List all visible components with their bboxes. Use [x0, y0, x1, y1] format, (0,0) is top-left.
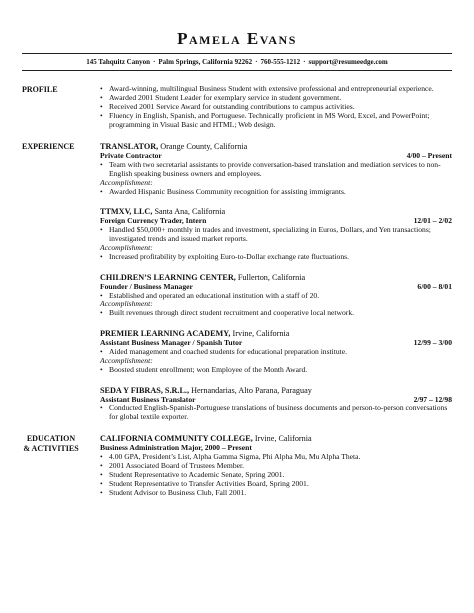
list-item: • Built revenues through direct student recruitment and cooperative local network.	[100, 309, 452, 318]
job-location: Fullerton, California	[235, 272, 306, 282]
contact-city: Palm Springs, California 92262	[158, 58, 253, 66]
list-item: • Awarded Hispanic Business Community recognition for assisting immigrants.	[100, 188, 452, 197]
header-divider-top	[22, 53, 452, 54]
list-item: • Team with two secretarial assistants to provide conversation-based translation and mediation services to non-English speaking business owners and employees.	[100, 161, 452, 179]
job-location: Santa Ana, California	[152, 207, 226, 217]
job-entry	[100, 273, 452, 318]
job-duties	[100, 161, 452, 179]
list-item: • Student Advisor to Business Club, Fall 2001.	[100, 489, 452, 498]
list-item: • Aided management and coached students for educational preparation institute.	[100, 348, 452, 357]
job-entry	[100, 386, 452, 423]
job-dates: 12/01 – 2/02	[413, 216, 452, 226]
job-company: TRANSLATOR,	[100, 142, 159, 152]
list-item: • Student Representative to Academic Senate, Spring 2001.	[100, 471, 452, 480]
accomplishment-label: Accomplishment:	[100, 177, 153, 187]
job-duties	[100, 292, 452, 301]
section-label-education	[16, 434, 86, 453]
contact-email: support@resumeedge.com	[308, 58, 388, 66]
job-company: PREMIER LEARNING ACADEMY,	[100, 329, 231, 339]
job-title: Private Contractor	[100, 150, 162, 160]
job-accomplishments	[100, 366, 452, 375]
resume-page	[22, 30, 452, 510]
profile-section	[22, 85, 452, 130]
job-location: Orange County, California	[158, 142, 248, 152]
contact-phone: 760-555-1212	[260, 58, 301, 66]
job-entry	[100, 142, 452, 196]
list-item: • Increased profitability by exploiting Euro-to-Dollar exchange rate fluctuations.	[100, 253, 452, 262]
list-item: • Fluency in English, Spanish, and Portuguese. Technically proficient in MS Word, Excel, and PowerPoint; programming in Visual Basic and HTML; Web design.	[100, 112, 452, 130]
job-company: TTMXV, LLC,	[100, 207, 153, 217]
job-dates: 2/97 – 12/98	[413, 394, 452, 404]
job-dates: 12/99 – 3/00	[413, 338, 452, 348]
job-location: Hernandarias, Alto Parana, Paraguay	[189, 385, 312, 395]
education-label-line2: & ACTIVITIES	[23, 443, 79, 453]
list-item: • 4.00 GPA, President’s List, Alpha Gamma Sigma, Phi Alpha Mu, Mu Alpha Theta.	[100, 453, 452, 462]
job-accomplishments	[100, 188, 452, 197]
job-duties	[100, 348, 452, 357]
job-duties	[100, 226, 452, 244]
accomplishment-label: Accomplishment:	[100, 299, 153, 309]
job-dates: 6/00 – 8/01	[417, 281, 452, 291]
list-item: • 2001 Associated Board of Trustees Member.	[100, 462, 452, 471]
job-location: Irvine, California	[230, 329, 290, 339]
separator: ·	[255, 58, 258, 66]
job-entry	[100, 207, 452, 261]
profile-list	[100, 85, 452, 130]
list-item: • Award-winning, multilingual Business Student with extensive professional and entrepreneurial experience.	[100, 85, 452, 94]
job-entry	[100, 329, 452, 374]
job-dates: 4/00 – Present	[406, 150, 452, 160]
separator: ·	[303, 58, 306, 66]
accomplishment-label: Accomplishment:	[100, 355, 153, 365]
contact-address: 145 Tahquitz Canyon	[86, 58, 151, 66]
school-location: Irvine, California	[252, 434, 312, 444]
job-accomplishments	[100, 309, 452, 318]
list-item: • Handled $50,000+ monthly in trades and investment, specializing in Euros, Dollars, and Yen transactions; investigated trends and issued market reports.	[100, 226, 452, 244]
job-company: SEDA Y FIBRAS, S.R.L.,	[100, 385, 190, 395]
separator: ·	[153, 58, 156, 66]
job-accomplishments	[100, 253, 452, 262]
experience-section	[22, 142, 452, 422]
education-section	[22, 434, 452, 497]
section-label-profile: PROFILE	[22, 85, 58, 95]
accomplishment-label: Accomplishment:	[100, 242, 153, 252]
header-divider-bottom	[22, 70, 452, 71]
job-duties	[100, 404, 452, 422]
list-item: • Boosted student enrollment; won Employee of the Month Award.	[100, 366, 452, 375]
job-company: CHILDREN’S LEARNING CENTER,	[100, 272, 236, 282]
job-title: Assistant Business Translator	[100, 394, 196, 404]
job-title: Assistant Business Manager / Spanish Tutor	[100, 338, 243, 348]
list-item: • Established and operated an educational institution with a staff of 20.	[100, 292, 452, 301]
list-item: • Student Representative to Transfer Activities Board, Spring 2001.	[100, 480, 452, 489]
list-item: • Awarded 2001 Student Leader for exemplary service in student government.	[100, 94, 452, 103]
school-name: CALIFORNIA COMMUNITY COLLEGE,	[100, 434, 253, 444]
job-title: Foreign Currency Trader, Intern	[100, 216, 207, 226]
list-item: • Received 2001 Service Award for outstanding contributions to campus activities.	[100, 103, 452, 112]
job-title: Founder / Business Manager	[100, 281, 193, 291]
contact-line	[22, 58, 452, 66]
degree-line: Business Administration Major, 2000 – Present	[100, 443, 252, 453]
resume-name: Pamela Evans	[177, 29, 297, 48]
section-label-experience: EXPERIENCE	[22, 142, 75, 152]
list-item: • Conducted English-Spanish-Portuguese translations of business documents and person-to-person conversations for global textile exporter.	[100, 404, 452, 422]
education-list	[100, 453, 452, 498]
education-label-line1: EDUCATION	[26, 434, 76, 444]
